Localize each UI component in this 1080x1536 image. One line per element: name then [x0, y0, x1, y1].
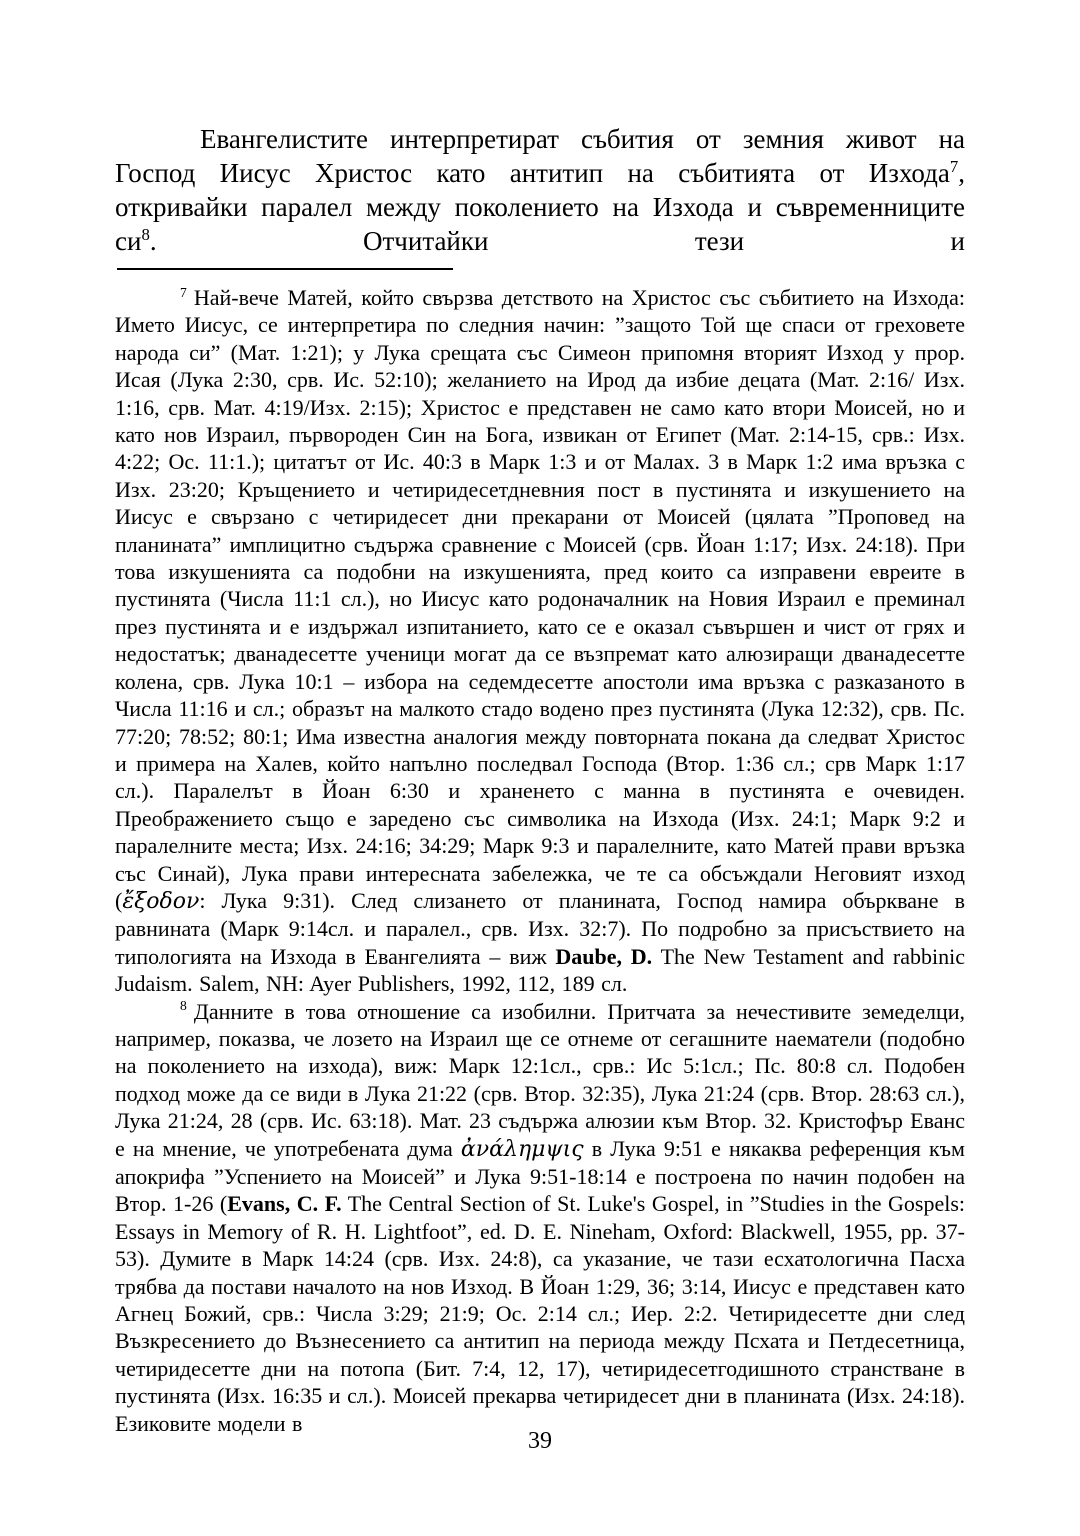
footnote-7-text-2: : Лука 9:31). След слизането от планината, Господ намира объркване в равнината (Марк 9:14сл. и паралел., срв. Изх. 32:7). По подробно за присъствието на типологията на Изхода в Евангелията – виж [115, 887, 965, 969]
footnote-8-marker: 8 [180, 998, 187, 1014]
body-text-segment-2: , откривайки паралел между поколението на Изхода и съвременниците си [115, 158, 965, 256]
body-paragraph [115, 122, 965, 258]
footnote-8-text-2: в Лука 9:51 е някаква референция към апокрифа ”Успението на Моисей” и Лука 9:51-18:14 е построена по начин подобен на Втор. 1-26 ( [115, 1135, 965, 1217]
footnote-7 [115, 284, 965, 998]
body-text-segment-3: . Отчитайки тези и [149, 226, 965, 256]
footnote-8-text-3: The Central Section of St. Luke's Gospel, in ”Studies in the Gospels: Essays in Memory of R. H. Lightfoot”, ed. D. E. Nineham, Oxford: Blackwell, 1955, pp. 37-53). Думите в Марк 14:24 (срв. Изх. 24:8), са указание, че тази есхатологична Пасха трябва да постави началото на нов Изход. В Йоан 1:29, 36; 3:14, Иисус е представен като Агнец Божий, срв.: Числа 3:29; 21:9; Ос. 2:14 сл.; Иер. 2:2. Четиридесетте дни след Възкресението до Възнесението са антитип на периода между Псхата и Петдесетница, четиридесетте дни на потопа (Бит. 7:4, 12, 17), четиридесетгодишното странстване в пустинята (Изх. 16:35 и сл.). Моисей прекарва четиридесет дни в планината (Изх. 24:18). Езиковите модели в [115, 1191, 965, 1436]
footnote-7-author-citation: Daube, D. [555, 943, 653, 969]
footnote-8 [115, 998, 965, 1438]
footnote-8-text-1: Данните в това отношение са изобилни. Притчата за нечестивите земеделци, например, показва, че лозето на Израил ще се отнеме от сегашните наематели (подобно на поколението на изхода), виж: Марк 12:1сл., срв.: Ис 5:1сл.; Пс. 80:8 сл. Подобен подход може да се види в Лука 21:22 (срв. Втор. 32:35), Лука 21:24 (срв. Втор. 28:63 сл.), Лука 21:24, 28 (срв. Ис. 63:18). Мат. 23 съдържа алюзии към Втор. 32. Кристофър Еванс е на мнение, че употребената дума [115, 998, 965, 1161]
footnote-7-reference: 7 [949, 157, 959, 176]
body-text-segment-1: Евангелистите интерпретират събития от земния живот на Господ Иисус Христос като антитип на събитията от Изхода [115, 124, 965, 188]
footnote-7-greek-term: ἔξοδον [122, 888, 200, 914]
footnote-7-text-3: The New Testament and rabbinic Judaism. Salem, NH: Ayer Publishers, 1992, 112, 189 сл. [115, 943, 966, 997]
footnote-8-greek-term: ἀνάλημψις [460, 1136, 584, 1162]
footnote-7-text-1: Най-вече Матей, който свързва детството на Христос със събитието на Изхода: Името Иисус, се интерпретира по следния начин: ”защото Той ще спаси от греховете народа си” (Мат. 1:21); у Лука срещата със Симеон припомня вторият Изход у прор. Исая (Лука 2:30, срв. Ис. 52:10); желанието на Ирод да избие децата (Мат. 2:16/ Изх. 1:16, срв. Мат. 4:19/Изх. 2:15); Христос е представен не само като втори Моисей, но и като нов Израил, първороден Син на Бога, извикан от Египет (Мат. 2:14-15, срв.: Изх. 4:22; Ос. 11:1.); цитатът от Ис. 40:3 в Марк 1:3 и от Малах. 3 в Марк 1:2 има връзка с Изх. 23:20; Кръщението и четиридесетдневния пост в пустинята и изкушението на Иисус е свързано с четиридесет дни прекарани от Моисей (цялата ”Проповед на планината” имплицитно съдържа сравнение с Моисей (срв. Йоан 1:17; Изх. 24:18). При това изкушенията са подобни на изкушенията, пред които са изправени евреите в пустинята (Числа 11:1 сл.), но Иисус като родоначалник на Новия Израил е преминал през пустинята и е издържал изпитанието, като се е оказал съвършен и чист от грях и недостатък; дванадесетте ученици могат да се възпремат като алюзиращи дванадесетте колена, срв. Лука 10:1 – избора на седемдесетте апостоли има връзка с разказаното в Числа 11:16 и сл.; образът на малкото стадо водено през пустинята (Лука 12:32), срв. Пс. 77:20; 78:52; 80:1; Има известна аналогия между повторната покана да следват Христос и примера на Халев, който напълно последвал Господа (Втор. 1:36 сл.; срв Марк 1:17 сл.). Паралелът в Йоан 6:30 и храненето с манна в пустинята е очевиден. Преображението също е заредено със символика на Изхода (Изх. 24:1; Марк 9:2 и паралелните места; Изх. 24:16; 34:29; Марк 9:3 и паралелните, като Матей прави връзка със Синай), Лука прави интересната забележка, че те са обсъждали Неговият изход ( [115, 285, 965, 913]
footnote-8-author-citation: Evans, C. F. [227, 1191, 342, 1217]
page-number: 39 [528, 1428, 552, 1454]
footnote-separator-rule [117, 268, 453, 270]
footnote-7-marker: 7 [180, 284, 187, 300]
footnote-8-reference: 8 [141, 225, 150, 244]
footnotes-section [115, 284, 965, 1437]
